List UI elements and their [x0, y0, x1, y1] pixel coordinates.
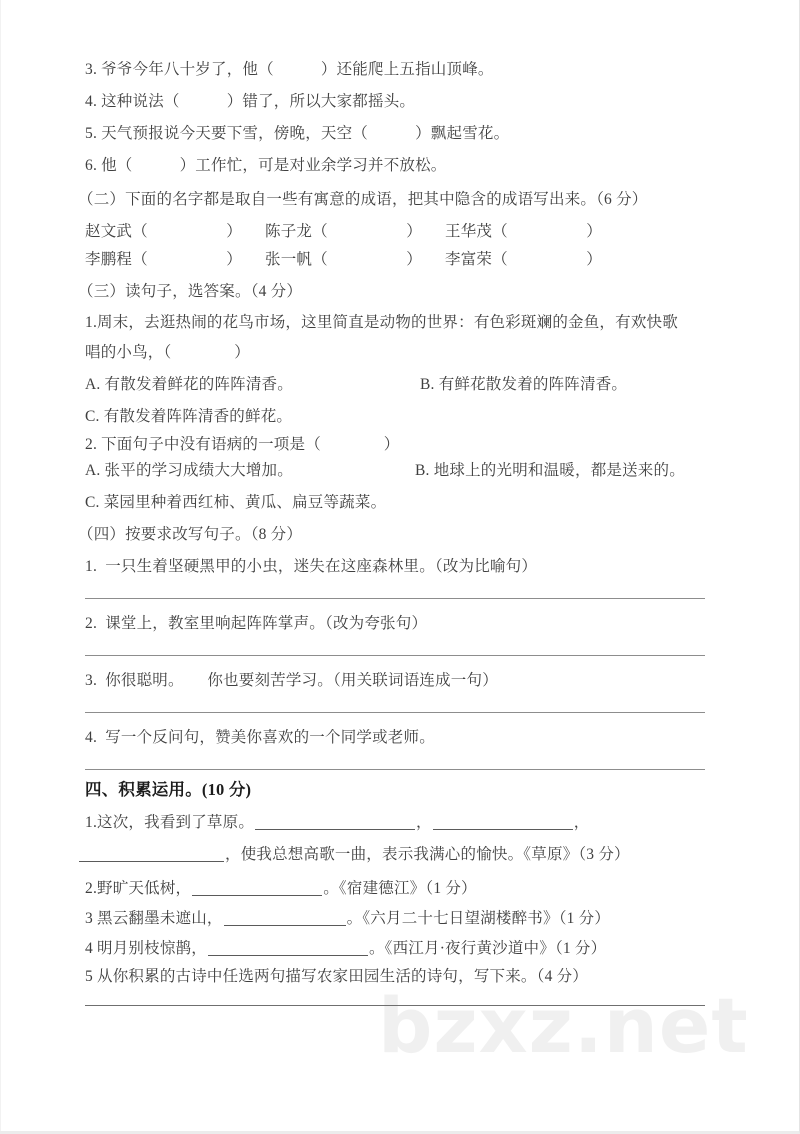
accumulate-q1-line2	[78, 845, 630, 862]
answer-blank-2[interactable]	[192, 879, 322, 896]
q1-sep2: ，	[573, 813, 590, 831]
choice-q2-option-b[interactable]: B. 地球上的光明和温暖，都是送来的。	[415, 462, 685, 479]
item-text: 写一个反问句，赞美你喜欢的一个同学或老师。	[105, 729, 435, 746]
accumulate-q4	[85, 939, 606, 956]
answer-rule-4[interactable]	[85, 769, 705, 770]
item-text: 你很聪明。 你也要刻苦学习。（用关联词语连成一句）	[105, 672, 498, 689]
q3-prefix: 3 黑云翻墨未遮山，	[85, 909, 223, 927]
choice-q2-option-c[interactable]: C. 菜园里种着西红柿、黄瓜、扁豆等蔬菜。	[85, 494, 387, 511]
q1-prefix: 1.这次，我看到了草原。	[85, 813, 255, 831]
watermark-bzxz: bzxz.net	[378, 981, 749, 1070]
accumulate-q3	[85, 909, 610, 926]
choice-q1-option-c[interactable]: C. 有散发着阵阵清香的鲜花。	[85, 408, 293, 425]
name-item-zhangyifan: 张一帆（ ）	[265, 251, 423, 268]
item-number: 1.	[85, 558, 98, 575]
answer-blank-1b[interactable]	[433, 813, 573, 830]
choice-q1-option-b[interactable]: B. 有鲜花散发着的阵阵清香。	[420, 376, 628, 393]
rewrite-item-2	[85, 616, 427, 632]
name-item-zhaowenwu: 赵文武（ ）	[85, 223, 243, 240]
item-number: 4.	[85, 729, 98, 746]
q1-sep1: ，	[416, 813, 432, 831]
q4-prefix: 4 明月别枝惊鹊，	[85, 939, 207, 957]
answer-rule-5[interactable]	[85, 1005, 705, 1006]
choice-q1-line2: 唱的小鸟，（ ）	[85, 344, 250, 361]
answer-rule-3[interactable]	[85, 712, 705, 713]
item-number: 4.	[85, 93, 98, 110]
fill-item-5	[85, 126, 509, 142]
section-three-heading: （三）读句子，选答案。（4 分）	[78, 283, 303, 300]
q2-suffix: 。《宿建德江》（1 分）	[323, 879, 477, 897]
item-text: 爷爷今年八十岁了，他（ ）还能爬上五指山顶峰。	[101, 61, 494, 78]
item-number: 6.	[85, 157, 98, 174]
choice-q1-line1: 1.周末，去逛热闹的花鸟市场，这里简直是动物的世界：有色彩斑斓的金鱼，有欢快歌	[85, 314, 678, 331]
name-item-chenzilong: 陈子龙（ ）	[265, 223, 423, 240]
item-text: 这种说法（ ）错了，所以大家都摇头。	[101, 93, 416, 110]
answer-rule-1[interactable]	[85, 598, 705, 599]
fill-item-4	[85, 94, 415, 110]
q3-suffix: 。《六月二十七日望湖楼醉书》（1 分）	[346, 909, 611, 927]
item-number: 3.	[85, 61, 98, 78]
answer-blank-1a[interactable]	[255, 813, 415, 830]
q2-prefix: 2.野旷天低树，	[85, 879, 192, 897]
fill-item-3	[85, 62, 494, 78]
answer-rule-2[interactable]	[85, 655, 705, 656]
accumulate-q5: 5 从你积累的古诗中任选两句描写农家田园生活的诗句，写下来。（4 分）	[85, 968, 589, 985]
item-text: 课堂上，教室里响起阵阵掌声。（改为夸张句）	[105, 615, 428, 632]
choice-q1-option-a[interactable]: A. 有散发着鲜花的阵阵清香。	[85, 376, 293, 393]
item-number: 2.	[85, 615, 98, 632]
name-item-wanghuamao: 王华茂（ ）	[445, 223, 603, 240]
accumulate-q2	[85, 879, 477, 896]
rewrite-item-4	[85, 730, 435, 746]
q1-suffix: ，使我总想高歌一曲，表示我满心的愉快。《草原》（3 分）	[225, 845, 630, 863]
item-number: 5.	[85, 125, 98, 142]
section-accumulate-heading: 四、积累运用。(10 分)	[85, 780, 252, 799]
rewrite-item-1	[85, 559, 537, 575]
fill-item-6	[85, 158, 447, 174]
item-number: 3.	[85, 672, 98, 689]
section-four-heading: （四）按要求改写句子。（8 分）	[78, 526, 303, 543]
item-text: 天气预报说今天要下雪，傍晚，天空（ ）飘起雪花。	[101, 125, 510, 142]
answer-blank-4[interactable]	[208, 939, 368, 956]
choice-q2-option-a[interactable]: A. 张平的学习成绩大大增加。	[85, 462, 293, 479]
q4-suffix: 。《西江月·夜行黄沙道中》（1 分）	[368, 939, 607, 957]
item-text: 他（ ）工作忙，可是对业余学习并不放松。	[101, 157, 447, 174]
accumulate-q1-line1	[85, 813, 589, 830]
name-item-lifurong: 李富荣（ ）	[445, 251, 603, 268]
answer-blank-1c[interactable]	[79, 845, 224, 862]
rewrite-item-3	[85, 673, 498, 689]
name-item-lipengcheng: 李鹏程（ ）	[85, 251, 243, 268]
item-text: 一只生着坚硬黑甲的小虫，迷失在这座森林里。（改为比喻句）	[105, 558, 538, 575]
section-two-heading: （二）下面的名字都是取自一些有寓意的成语，把其中隐含的成语写出来。（6 分）	[78, 191, 648, 208]
choice-q2-stem: 2. 下面句子中没有语病的一项是（ ）	[85, 436, 400, 453]
answer-blank-3[interactable]	[224, 909, 346, 926]
